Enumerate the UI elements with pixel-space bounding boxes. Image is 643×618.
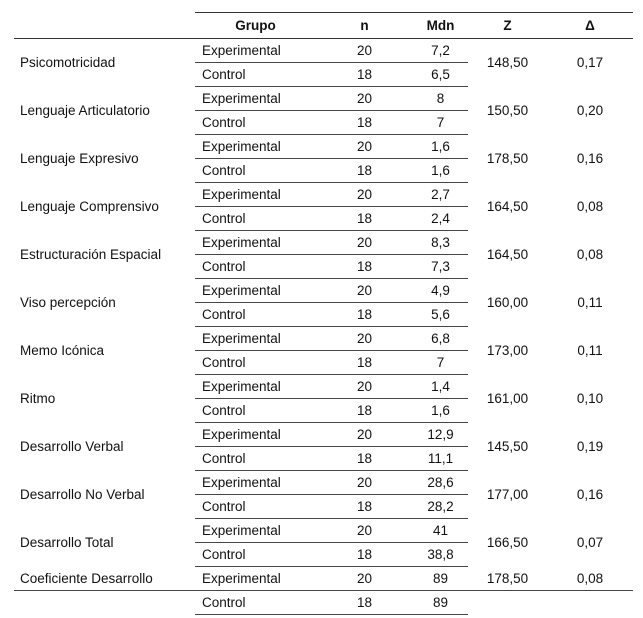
z-value: 160,00: [486, 295, 529, 310]
variable-name: Memo Icónica: [20, 343, 105, 358]
group-label: Control: [195, 591, 316, 615]
group-label: Experimental: [195, 471, 316, 495]
n-value: 20: [316, 471, 413, 495]
delta-value: 0,08: [547, 567, 633, 591]
table-row-experimental: [14, 327, 633, 351]
group-label: Control: [195, 255, 316, 279]
mdn-value: 4,9: [413, 279, 468, 303]
mdn-value: 5,6: [413, 303, 468, 327]
mdn-value: 38,8: [413, 543, 468, 567]
mdn-value: 89: [413, 567, 468, 591]
variable-name: Desarrollo Verbal: [20, 439, 124, 454]
n-value: 20: [316, 39, 413, 63]
mdn-value: 7: [413, 111, 468, 135]
n-value: 18: [316, 399, 413, 423]
table-row-experimental: [14, 375, 633, 399]
group-label: Control: [195, 447, 316, 471]
group-label: Experimental: [195, 519, 316, 543]
z-value: 178,50: [468, 567, 547, 591]
mdn-value: 6,5: [413, 63, 468, 87]
mdn-value: 7,3: [413, 255, 468, 279]
z-value: 164,50: [486, 199, 529, 214]
table-row-experimental: [14, 39, 633, 63]
group-label: Experimental: [195, 423, 316, 447]
z-value: 173,00: [486, 343, 529, 358]
delta-value: 0,19: [576, 439, 604, 454]
table-row-experimental: [14, 135, 633, 159]
group-label: Control: [195, 303, 316, 327]
mdn-value: 7,2: [413, 39, 468, 63]
group-label: Experimental: [195, 135, 316, 159]
blank-cell: [14, 591, 195, 615]
variable-name: Estructuración Espacial: [20, 247, 162, 262]
n-value: 20: [316, 183, 413, 207]
n-value: 18: [316, 255, 413, 279]
mdn-value: 2,7: [413, 183, 468, 207]
group-label: Experimental: [195, 279, 316, 303]
n-value: 18: [316, 543, 413, 567]
group-label: Experimental: [195, 39, 316, 63]
variable-name: Lenguaje Articulatorio: [20, 103, 150, 118]
header-z: Z: [468, 13, 547, 39]
mdn-value: 2,4: [413, 207, 468, 231]
mdn-value: 12,9: [413, 423, 468, 447]
header-grupo: Grupo: [195, 13, 316, 39]
n-value: 20: [316, 327, 413, 351]
delta-value: 0,07: [576, 535, 604, 550]
group-label: Control: [195, 351, 316, 375]
table-row-experimental: [14, 471, 633, 495]
table-body: [14, 39, 633, 615]
mdn-value: 7: [413, 351, 468, 375]
delta-value: 0,10: [576, 391, 604, 406]
delta-value: 0,11: [577, 343, 603, 358]
n-value: 18: [316, 351, 413, 375]
blank-cell: [547, 591, 633, 615]
delta-value: 0,16: [576, 487, 604, 502]
delta-value: 0,11: [577, 295, 603, 310]
mdn-value: 1,6: [413, 399, 468, 423]
mdn-value: 89: [413, 591, 468, 615]
n-value: 20: [316, 519, 413, 543]
variable-name: Ritmo: [20, 391, 56, 406]
delta-value: 0,17: [576, 55, 604, 71]
group-label: Control: [195, 63, 316, 87]
table-row-experimental: [14, 183, 633, 207]
header-variable: [14, 13, 195, 39]
table-row-experimental: [14, 87, 633, 111]
delta-value: 0,08: [576, 247, 604, 262]
z-value: 145,50: [486, 439, 529, 454]
group-label: Control: [195, 159, 316, 183]
group-label: Control: [195, 207, 316, 231]
variable-name: Coeficiente Desarrollo: [14, 567, 195, 591]
group-label: Control: [195, 399, 316, 423]
group-label: Control: [195, 543, 316, 567]
mdn-value: 8,3: [413, 231, 468, 255]
group-label: Experimental: [195, 327, 316, 351]
results-table: [14, 12, 633, 615]
mdn-value: 6,8: [413, 327, 468, 351]
variable-name: Lenguaje Comprensivo: [20, 199, 159, 214]
group-label: Experimental: [195, 87, 316, 111]
n-value: 20: [316, 375, 413, 399]
table-row-experimental: [14, 231, 633, 255]
table-row-last-control: [14, 591, 633, 615]
group-label: Experimental: [195, 567, 316, 591]
z-value: 164,50: [486, 247, 529, 262]
z-value: 150,50: [486, 103, 529, 118]
z-value: 166,50: [486, 535, 529, 550]
mdn-value: 1,4: [413, 375, 468, 399]
z-value: 177,00: [486, 487, 529, 502]
group-label: Control: [195, 495, 316, 519]
group-label: Experimental: [195, 375, 316, 399]
header-row: [14, 13, 633, 39]
z-value: 178,50: [486, 151, 529, 166]
blank-cell: [468, 591, 547, 615]
delta-value: 0,08: [576, 199, 604, 214]
n-value: 18: [316, 207, 413, 231]
n-value: 20: [316, 87, 413, 111]
variable-name: Viso percepción: [20, 295, 116, 310]
group-label: Experimental: [195, 183, 316, 207]
n-value: 20: [316, 279, 413, 303]
mdn-value: 28,2: [413, 495, 468, 519]
n-value: 18: [316, 63, 413, 87]
variable-name: Desarrollo No Verbal: [20, 487, 145, 502]
mdn-value: 1,6: [413, 159, 468, 183]
mdn-value: 28,6: [413, 471, 468, 495]
mdn-value: 8: [413, 87, 468, 111]
header-delta: Δ: [547, 13, 633, 39]
n-value: 18: [316, 111, 413, 135]
n-value: 20: [316, 567, 413, 591]
n-value: 18: [316, 495, 413, 519]
table-row-experimental: [14, 519, 633, 543]
variable-name: Desarrollo Total: [20, 535, 114, 550]
table-row-last-experimental: [14, 567, 633, 591]
n-value: 20: [316, 135, 413, 159]
n-value: 18: [316, 303, 413, 327]
n-value: 20: [316, 423, 413, 447]
mdn-value: 1,6: [413, 135, 468, 159]
n-value: 18: [316, 447, 413, 471]
z-value: 148,50: [486, 55, 529, 71]
variable-name: Lenguaje Expresivo: [20, 151, 139, 166]
n-value: 18: [316, 159, 413, 183]
variable-name: Psicomotricidad: [20, 55, 116, 71]
delta-value: 0,16: [576, 151, 604, 166]
n-value: 20: [316, 231, 413, 255]
group-label: Experimental: [195, 231, 316, 255]
header-n: n: [316, 13, 413, 39]
table-row-experimental: [14, 423, 633, 447]
mdn-value: 41: [413, 519, 468, 543]
group-label: Control: [195, 111, 316, 135]
header-mdn: Mdn: [413, 13, 468, 39]
mdn-value: 11,1: [413, 447, 468, 471]
n-value: 18: [316, 591, 413, 615]
delta-value: 0,20: [576, 103, 604, 118]
z-value: 161,00: [486, 391, 529, 406]
table-row-experimental: [14, 279, 633, 303]
